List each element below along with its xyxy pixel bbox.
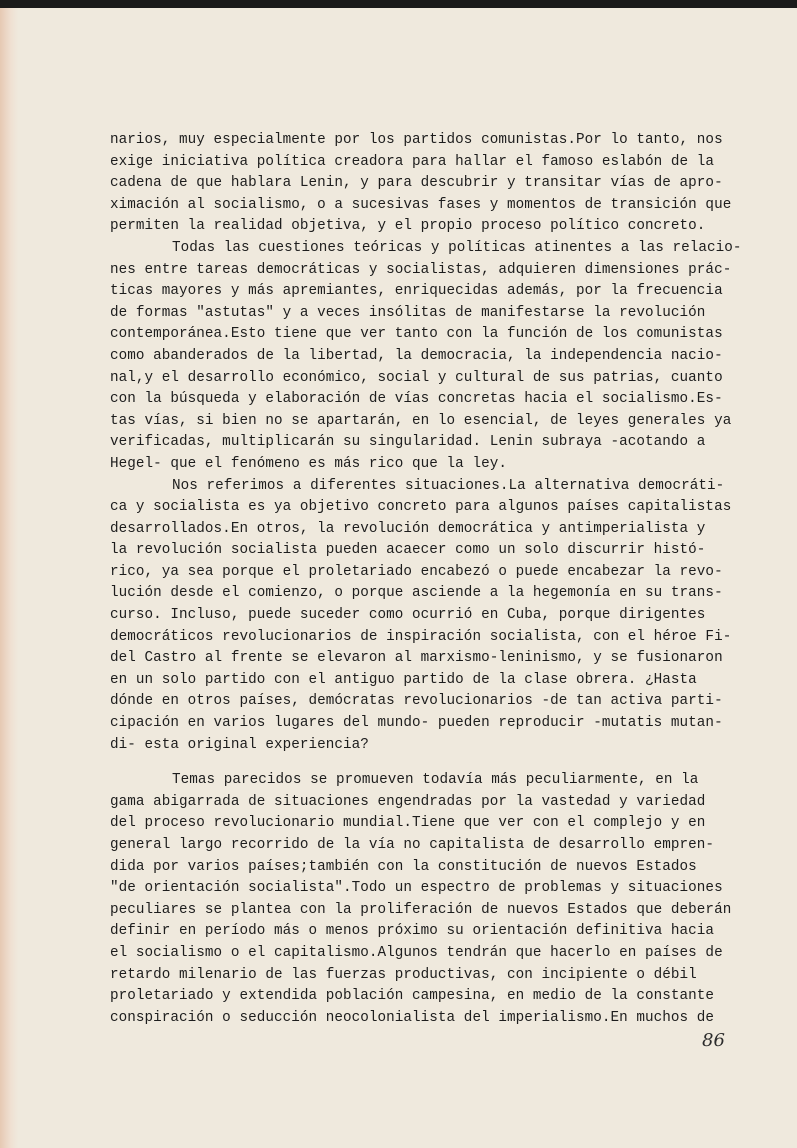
- text-line: en un solo partido con el antiguo partido de la clase obrera. ¿Hasta: [110, 671, 697, 688]
- text-line: como abanderados de la libertad, la democracia, la independencia nacio-: [110, 347, 723, 364]
- text-line: contemporánea.Esto tiene que ver tanto con la función de los comunistas: [110, 326, 723, 343]
- text-line: curso. Incluso, puede suceder como ocurrió en Cuba, porque dirigentes: [110, 607, 706, 624]
- text-line: nal,y el desarrollo económico, social y cultural de sus patrias, cuanto: [110, 369, 723, 386]
- text-line: dónde en otros países, demócratas revolucionarios -de tan activa parti-: [110, 693, 723, 710]
- paragraph-gap: [110, 756, 762, 770]
- text-line: lución desde el comienzo, o porque asciende a la hegemonía en su trans-: [110, 585, 723, 602]
- text-line: di- esta original experiencia?: [110, 736, 369, 753]
- text-line: exige iniciativa política creadora para hallar el famoso eslabón de la: [110, 153, 715, 170]
- text-line: del Castro al frente se elevaron al marxismo-leninismo, y se fusionaron: [110, 650, 723, 667]
- text-line: el socialismo o el capitalismo.Algunos tendrán que hacerlo en países de: [110, 944, 723, 961]
- text-line: general largo recorrido de la vía no capitalista de desarrollo empren-: [110, 837, 715, 853]
- page-number: 86: [702, 1030, 725, 1051]
- page-edge: [0, 8, 18, 1148]
- text-line: proletariado y extendida población campesina, en medio de la constante: [110, 988, 715, 1005]
- text-line: retardo milenario de las fuerzas productivas, con incipiente o débil: [110, 966, 697, 983]
- text-line: de formas "astutas" y a veces insólitas de manifestarse la revolución: [110, 304, 706, 321]
- text-line: permiten la realidad objetiva, y el propio proceso político concreto.: [110, 218, 706, 235]
- text-line: Todas las cuestiones teóricas y políticas atinentes a las relacio-: [172, 239, 742, 256]
- text-line: cadena de que hablara Lenin, y para descubrir y transitar vías de apro-: [110, 175, 723, 192]
- text-line: cipación en varios lugares del mundo- pueden reproducir -mutatis mutan-: [110, 715, 723, 732]
- text-line: ticas mayores y más apremiantes, enriquecidas además, por la frecuencia: [110, 283, 723, 300]
- text-line: Hegel- que el fenómeno es más rico que la ley.: [110, 455, 507, 472]
- text-line: desarrollados.En otros, la revolución democrática y antimperialista y: [110, 520, 706, 537]
- text-line: ca y socialista es ya objetivo concreto para algunos países capitalistas: [110, 499, 732, 516]
- text-line: tas vías, si bien no se apartarán, en lo esencial, de leyes generales ya: [110, 412, 732, 429]
- text-line: verificadas, multiplicarán su singularidad. Lenin subraya -acotando a: [110, 434, 706, 451]
- body-text: [110, 130, 762, 1029]
- text-line: narios, muy especialmente por los partidos comunistas.Por lo tanto, nos: [110, 132, 723, 148]
- text-line: Temas parecidos se promueven todavía más peculiarmente, en la: [172, 772, 699, 789]
- text-line: con la búsqueda y elaboración de vías concretas hacia el socialismo.Es-: [110, 391, 723, 408]
- text-line: democráticos revolucionarios de inspiración socialista, con el héroe Fi-: [110, 628, 732, 645]
- text-line: nes entre tareas democráticas y socialistas, adquieren dimensiones prác-: [110, 261, 732, 278]
- text-line: la revolución socialista pueden acaecer como un solo discurrir histó-: [110, 542, 706, 559]
- text-line: peculiares se plantea con la proliferación de nuevos Estados que deberán: [110, 901, 732, 918]
- text-line: del proceso revolucionario mundial.Tiene que ver con el complejo y en: [110, 815, 706, 832]
- text-line: dida por varios países;también con la constitución de nuevos Estados: [110, 858, 697, 875]
- text-line: definir en período más o menos próximo su orientación definitiva hacia: [110, 923, 715, 940]
- text-line: "de orientación socialista".Todo un espectro de problemas y situaciones: [110, 880, 723, 897]
- text-line: ximación al socialismo, o a sucesivas fases y momentos de transición que: [110, 196, 732, 213]
- text-line: Nos referimos a diferentes situaciones.La alternativa democráti-: [172, 477, 725, 494]
- text-line: rico, ya sea porque el proletariado encabezó o puede encabezar la revo-: [110, 563, 723, 580]
- text-line: conspiración o seducción neocolonialista del imperialismo.En muchos de: [110, 1009, 715, 1026]
- text-line: gama abigarrada de situaciones engendradas por la vastedad y variedad: [110, 793, 706, 810]
- document-page: [0, 8, 797, 1148]
